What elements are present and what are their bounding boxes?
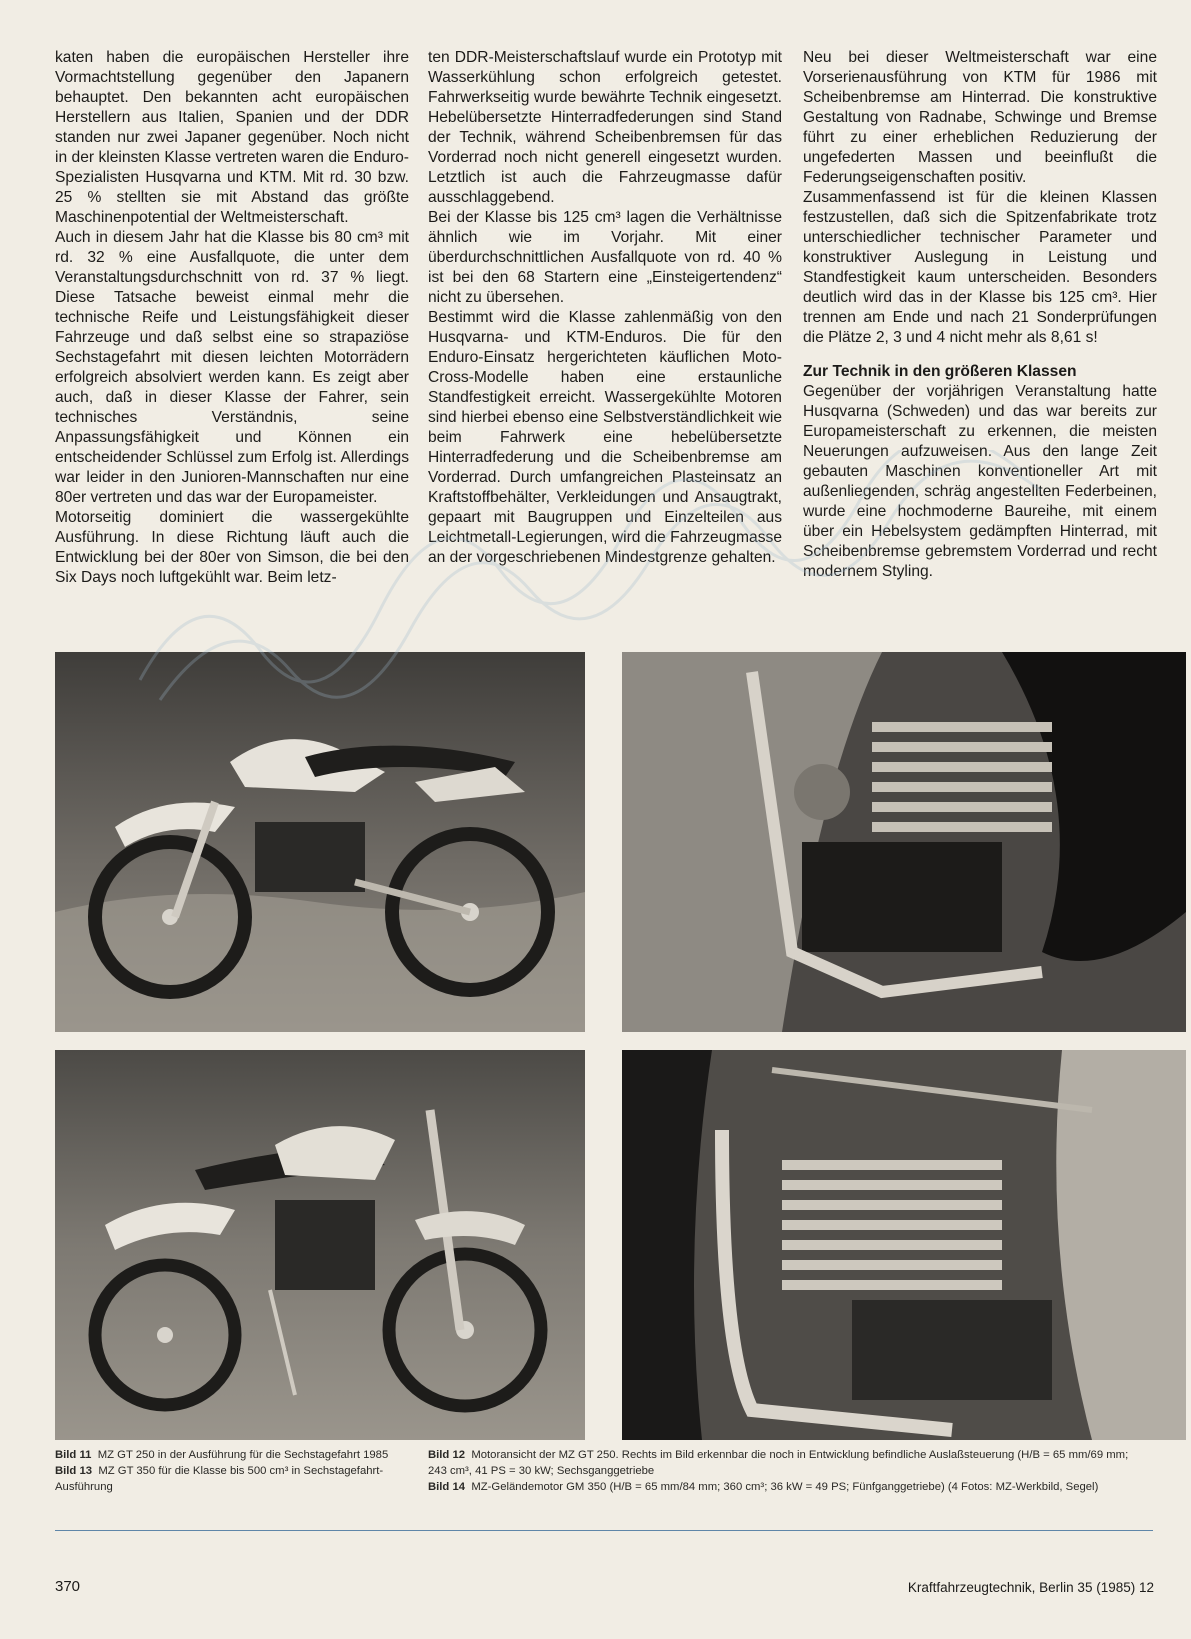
photo-engine-gm-350 <box>622 1050 1186 1440</box>
paragraph: Motorseitig dominiert die wassergekühlte Ausführung. In diese Richtung läuft auch die Entwicklung bei der 80er von Simson, die bei den Six Days noch luftgekühlt war. Beim letz- <box>55 509 409 586</box>
caption-bild-11 <box>55 1447 400 1463</box>
page-number: 370 <box>55 1578 81 1595</box>
photo-engine-mz-gt-250 <box>622 652 1186 1032</box>
caption-text: Motoransicht der MZ GT 250. Rechts im Bild erkennbar die noch in Entwicklung befindliche Auslaßsteuerung (H/B = 65 mm/69 mm; 243 cm³, 41 PS = 30 kW; Sechsganggetriebe <box>428 1449 1129 1477</box>
text-column-3 <box>803 48 1157 582</box>
caption-right <box>428 1447 1148 1495</box>
caption-bild-14 <box>428 1479 1148 1495</box>
section-heading: Zur Technik in den größeren Klassen <box>803 363 1077 380</box>
journal-reference: Kraftfahrzeugtechnik, Berlin 35 (1985) 12 <box>907 1580 1154 1595</box>
caption-bild-13 <box>55 1463 400 1495</box>
caption-label: Bild 12 <box>428 1449 466 1461</box>
text-column-2 <box>428 48 782 568</box>
caption-bild-12 <box>428 1447 1148 1479</box>
paragraph: Auch in diesem Jahr hat die Klasse bis 80 cm³ mit rd. 32 % eine Ausfallquote, die unter dem Veranstaltungsdurchschnitt von rd. 37 % liegt. Diese Tatsache beweist einmal mehr die technische Reife und Leistungsfähigkeit dieser Fahrzeuge und daß selbst eine so strapaziöse Sechstagefahrt mit diesen leichten Motorrädern erfolgreich absolviert werden kann. Es zeigt aber auch, daß in dieser Klasse der Fahrer, sein technisches Verständnis, seine Anpassungsfähigkeit und Können ein entscheidender Schlüssel zum Erfolg ist. Allerdings war leider in den Junioren-Mannschaften nur eine 80er vertreten und das war der Europameister. <box>55 229 409 506</box>
text-column-1 <box>55 48 409 588</box>
footer-rule <box>55 1530 1153 1531</box>
paragraph: Bei der Klasse bis 125 cm³ lagen die Verhältnisse ähnlich wie im Vorjahr. Mit einer überdurchschnittlichen Ausfallquote von rd. 40 % ist bei den 68 Startern eine „Einsteigertendenz“ nicht zu übersehen. <box>428 209 782 306</box>
paragraph: Bestimmt wird die Klasse zahlenmäßig von den Husqvarna- und KTM-Enduros. Die für den Enduro-Einsatz hergerichteten käuflichen Moto-Cross-Modelle haben eine erstaunliche Standfestigkeit erreicht. Wassergekühlte Motoren sind hierbei ebenso eine Selbstverständlichkeit wie beim Fahrwerk eine hebelübersetzte Hinterradfederung und die Scheibenbremse am Vorderrad. Durch umfangreichen Plasteinsatz an Kraftstoffbehälter, Verkleidungen und Ansaugtrakt, gepaart mit Baugruppen und Einzelteilen aus Leichtmetall-Legierungen, wird die Fahrzeugmasse an der vorgeschriebenen Mindestgrenze gehalten. <box>428 309 782 566</box>
photo-mz-gt-350 <box>55 1050 585 1440</box>
paragraph: ten DDR-Meisterschaftslauf wurde ein Prototyp mit Wasserkühlung schon erfolgreich getestet. Fahrwerkseitig wurde bewährte Technik eingesetzt. Hebelübersetzte Hinterradfederungen sind Stand der Technik, während Scheibenbremsen für das Vorderrad noch nicht generell eingesetzt wurden. Letztlich ist auch die Fahrzeugmasse dafür ausschlaggebend. <box>428 49 782 206</box>
caption-text: MZ GT 350 für die Klasse bis 500 cm³ in Sechstagefahrt-Ausführung <box>55 1465 384 1493</box>
paragraph: Neu bei dieser Weltmeisterschaft war eine Vorserienausführung von KTM für 1986 mit Scheibenbremse am Hinterrad. Die konstruktive Gestaltung von Radnabe, Schwinge und Bremse führt zu einer erheblichen Reduzierung der ungefederten Massen und beeinflußt die Federungseigenschaften positiv. <box>803 49 1157 186</box>
caption-left <box>55 1447 400 1495</box>
photo-mz-gt-250 <box>55 652 585 1032</box>
caption-text: MZ-Geländemotor GM 350 (H/B = 65 mm/84 mm; 360 cm³; 36 kW = 49 PS; Fünfganggetriebe) (4 Fotos: MZ-Werkbild, Segel) <box>471 1481 1099 1493</box>
caption-label: Bild 13 <box>55 1465 93 1477</box>
paragraph: Gegenüber der vorjährigen Veranstaltung hatte Husqvarna (Schweden) und das war bereits zur Europameisterschaft zu erkennen, die meisten Neuerungen aufzuweisen. Aus den lange Zeit gebauten Maschinen konventioneller Art mit außenliegenden, schräg angestellten Federbeinen, wurde eine hochmoderne Baureihe, mit einem über ein Hebelsystem gedämpften Hinterrad, mit Scheibenbremse gebremstem Vorderrad und recht modernem Styling. <box>803 383 1157 580</box>
caption-label: Bild 11 <box>55 1449 92 1461</box>
paragraph: Zusammenfassend ist für die kleinen Klassen festzustellen, daß sich die Spitzenfabrikate trotz unterschiedlicher technischer Parameter und konstruktiver Auslegung in Leistung und Standfestigkeit kaum unterscheiden. Besonders deutlich wird das in der Klasse bis 125 cm³. Hier trennen am Ende und nach 21 Sonderprüfungen die Plätze 2, 3 und 4 nicht mehr als 8,61 s! <box>803 189 1157 346</box>
caption-label: Bild 14 <box>428 1481 466 1493</box>
caption-text: MZ GT 250 in der Ausführung für die Sechstagefahrt 1985 <box>97 1449 389 1461</box>
paragraph: katen haben die europäischen Hersteller ihre Vormachtstellung gegenüber den Japanern behauptet. Den bekannten acht europäischen Herstellern aus Italien, Spanien und der DDR standen nur zwei Japaner gegenüber. Noch nicht in der kleinsten Klasse vertreten waren die Enduro-Spezialisten Husqvarna und KTM. Mit rd. 30 bzw. 25 % stellten sie mit Abstand das größte Maschinenpotential der Weltmeisterschaft. <box>55 49 409 226</box>
